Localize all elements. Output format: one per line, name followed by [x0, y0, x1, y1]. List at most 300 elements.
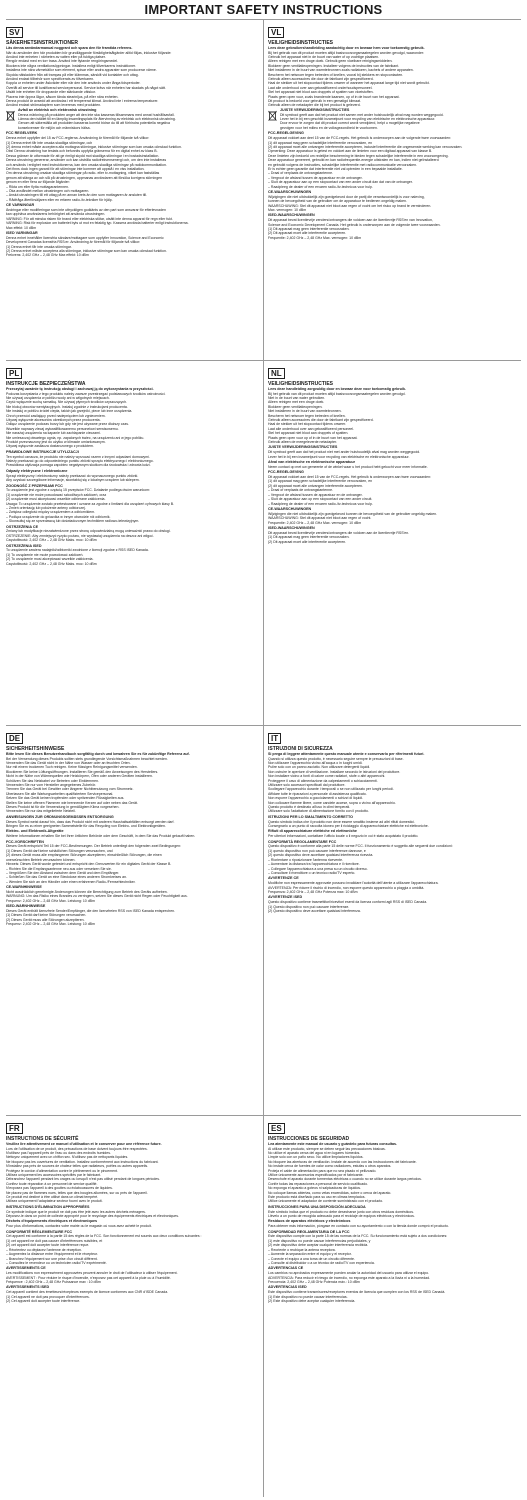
subsection-line: (2) cet appareil doit accepter toute interférence reçue.: [6, 1243, 90, 1248]
instruction-line: Wszelkie naprawy zlecaj wykwalifikowanemu personelowi serwisowemu.: [6, 426, 119, 431]
instruction-line: Verwenden Sie das Gerät nicht in der Nähe von Wasser oder an feuchten Orten.: [6, 761, 131, 765]
subsection-line: Należy przekazać go do odpowiedniego punktu zbiórki sprzętu elektrycznego i elektronicznego.: [6, 459, 154, 464]
subsection-line: – Sluit de apparatuur aan op een stopcontact van een ander circuit dan dat van de ontvanger.: [268, 180, 413, 185]
disposal-line: Lämna den istället till en lämplig insamlingsplats för återvinning av elektrisk och elektronisk utrustning.: [18, 117, 176, 122]
subsection-line: en gebruikt volgens de instructies, schadelijke interferentie met radiocommunicatie veroorzaken.: [268, 162, 418, 167]
subsection-line: (2) Este dispositivo debe aceptar cualquier interferencia.: [268, 1298, 356, 1303]
subsection-title: FCC-VORSCHRIFTEN: [6, 839, 44, 844]
subsection-line: Fréquence : 2,402 GHz – 2,48 GHz Puissance max : 10 dBm: [6, 1279, 101, 1284]
subsection-line: (1) To urządzenie nie może powodować zakłóceń.: [6, 552, 84, 557]
instruction-line: Desenchufe el aparato durante tormentas eléctricas o cuando no se utilice durante largos periodos.: [268, 1177, 422, 1182]
subsection-line: Om denna utrustning orsakar skadliga störningar på radio- eller tv-mottagning, vilket kan fastställas: [6, 171, 160, 176]
instruction-line: Überlassen Sie alle Wartungsarbeiten qualifiziertem Servicepersonal.: [6, 791, 114, 796]
section-sv: [6, 22, 258, 357]
instruction-line: Czyść wyłącznie suchą szmatką. Nie używaj płynnych środków czyszczących.: [6, 400, 127, 405]
subsection-line: (1) Dit apparaat mag geen interferentie veroorzaken.: [268, 535, 350, 540]
subsection-title: ISTRUZIONI PER LO SMALTIMENTO CORRETTO: [268, 814, 354, 819]
instruction-line: Bij het gebruik van dit product moeten altijd basisvoorzorgsmaatregelen worden gevolgd.: [268, 391, 406, 396]
subsection-line: – Aumentare la distanza tra l'apparecchiatura e il ricevitore.: [268, 862, 360, 867]
subsection-line: Max effekt: 10 dBm: [6, 225, 37, 230]
subsection-title: Odpady elektryczne i elektroniczne: [6, 468, 68, 473]
subsection-title: FCC-REGELGEVING: [268, 131, 304, 136]
subsection-line: (1) Dieses Gerät darf keine Störungen verursachen.: [6, 913, 87, 918]
subsection-line: (1) urządzenie nie może powodować szkodliwych zakłóceń, oraz: [6, 492, 107, 497]
subsection-line: – Aumente la separación entre el equipo y el receptor.: [268, 1252, 352, 1257]
language-code-badge: VL: [268, 27, 284, 38]
instruction-line: Installera inte nära värmekällor som element, spisar eller andra apparater som producerar värme.: [6, 68, 157, 73]
disposal-title: JUISTE VERWIJDERINGSINSTRUCTIES: [280, 107, 350, 112]
subsection-line: Weitere Informationen erhalten Sie bei Ihrer örtlichen Behörde oder dem Geschäft, in dem Sie das Produkt gekauft haben.: [6, 834, 196, 839]
subsection-line: ADVERTENCIA: Para reducir el riesgo de incendio, no exponga este aparato a la lluvia ni a la humedad.: [268, 1275, 431, 1280]
subsection-line: Dit symbool geeft aan dat het product niet met ander huishoudelijk afval mag worden weggegooid.: [268, 450, 421, 455]
subsection-line: – Wenden Sie sich an den Händler oder einen erfahrenen Radio-/Fernsehtechniker.: [6, 879, 136, 884]
instruction-line: Verwenden Sie nur das mitgelieferte Netzteil.: [6, 809, 76, 814]
subsection-line: (2) Dieses Gerät muss alle Störungen akzeptieren.: [6, 917, 85, 922]
instruction-line: No instale cerca de fuentes de calor como radiadores, estufas u otros aparatos.: [268, 1164, 392, 1169]
subsection-line: Frecuencia: 2,402 GHz – 2,48 GHz Potencia máx.: 10 dBm: [268, 1279, 360, 1284]
subsection-title: AVVERTENZE CE: [268, 876, 299, 881]
subsection-line: (1) dit apparaat mag geen schadelijke interferentie veroorzaken, en: [268, 140, 373, 145]
instruction-line: Bescherm het netsnoer tegen betreden of knellen.: [268, 413, 346, 418]
section-heading: INSTRUKCJE BEZPIECZEŃSTWA: [6, 381, 86, 387]
subsection-line: – Réorientez ou déplacez l'antenne de réception.: [6, 1247, 82, 1252]
subsection-line: – Draai of verplaats de ontvangstantenne.: [268, 171, 333, 176]
section-heading: VEILIGHEIDSINSTRUCTIES: [268, 40, 334, 46]
subsection-line: VARNING: För att minska risken för brand eller elektriska stötar, utsätt inte denna apparat för regn eller fukt.: [6, 216, 173, 221]
instruction-line: Stellen Sie keine offenen Flammen wie brennende Kerzen auf oder neben das Gerät.: [6, 800, 139, 805]
instruction-line: Utilice únicamente el adaptador de corriente suministrado con el producto.: [268, 1199, 384, 1204]
instruction-line: Débranchez l'appareil pendant les orages ou lorsqu'il n'est pas utilisé pendant de longues périodes.: [6, 1177, 160, 1182]
subsection-title: OSTRZEŻENIA CE: [6, 524, 39, 529]
instruction-line: Plaats geen open vuur op of in de buurt van het apparaat.: [268, 435, 358, 440]
subsection-title: CE-WAARSCHUWINGEN: [268, 506, 312, 511]
subsection-line: – Schließen Sie das Gerät an eine Steckdose eines anderen Stromkreises an.: [6, 875, 128, 880]
language-code-badge: ES: [268, 1123, 285, 1134]
section-es: [268, 1118, 520, 1496]
subsection-title: OSTRZEŻENIA ISED: [6, 543, 42, 548]
instruction-line: Trennen Sie das Gerät bei Gewitter oder längerer Nichtbenutzung vom Stromnetz.: [6, 787, 134, 792]
instruction-line: Nie umieszczaj otwartego ognia, np. zapalonych świec, na urządzeniu ani w jego pobliżu.: [6, 435, 145, 440]
subsection-line: Frequentie: 2,402 GHz – 2,48 GHz Max. vermogen: 10 dBm: [268, 520, 362, 525]
instruction-line: Bij het gebruik van dit product moeten altijd basisvoorzorgsmaatregelen worden gevolgd, waaronder:: [268, 50, 425, 55]
disposal-line: Door ervoor te zorgen dat dit product correct wordt verwijderd, helpt u mogelijke negatieve: [280, 121, 420, 126]
subsection-line: Questo dispositivo è conforme alla parte 15 delle norme FCC. Il funzionamento è soggetto alle seguenti due condizioni:: [268, 844, 453, 849]
subsection-title: ANWEISUNGEN ZUR ORDNUNGSGEMÄSSEN ENTSORGUNG: [6, 814, 114, 819]
subsection-line: WAARSCHUWING: Stel dit apparaat niet bloot aan regen of vocht.: [268, 516, 372, 521]
subsection-line: (2) Questo dispositivo deve accettare qualsiasi interferenza.: [268, 908, 361, 913]
subsection-title: Elektro- und Elektronik-Altgeräte: [6, 829, 64, 834]
subsection-line: – Zwiększ odległość między urządzeniem a odbiornikiem.: [6, 510, 96, 515]
subsection-line: Prawidłowa utylizacja pomaga zapobiec negatywnym skutkom dla środowiska i zdrowia ludzi.: [6, 463, 151, 468]
instruction-line: Blokkeer geen ventilatieopeningen. Installeer volgens de instructies van de fabrikant.: [268, 63, 400, 68]
instruction-line: Koppla ur enheten under åskväder eller när den inte används under långa tidsperioder.: [6, 81, 141, 86]
subsection-line: VARNING: Risk för explosion om batteriet byts ut mot en felaktig typ. Kassera använda batterier enligt instruktionerna.: [6, 221, 189, 226]
subsection-line: Sprzęt elektryczny i elektroniczny należy przekazać do wyznaczonego punktu zbiórki.: [6, 473, 139, 478]
section-subtitle: Si prega di leggere attentamente questo manuale utente e conservarlo per riferimenti futuri.: [268, 752, 425, 756]
instruction-line: Blockera inte några ventilationsöppningar. Installera enligt tillverkarens instruktioner.: [6, 63, 136, 68]
instruction-line: Utilice únicamente accesorios especificados por el fabricante.: [268, 1173, 364, 1178]
section-subtitle: Veuillez lire attentivement ce manuel d'utilisation et le conserver pour une référence future.: [6, 1142, 162, 1146]
column-divider: [263, 19, 264, 1497]
subsection-line: Częstotliwość: 2,402 GHz – 2,48 GHz Maks. moc: 10 dBm: [6, 538, 97, 543]
subsection-line: – Podłącz urządzenie do gniazdka w innym obwodzie niż odbiornik.: [6, 514, 111, 519]
subsection-line: (1) questo dispositivo non può causare interferenze dannose, e: [268, 848, 366, 853]
section-fr: [6, 1118, 258, 1496]
subsection-line: Er is echter geen garantie dat interferentie niet zal optreden in een bepaalde installatie.: [268, 166, 403, 171]
instruction-line: Gebruik alleen de meegeleverde netadapter.: [268, 440, 338, 445]
subsection-title: AVVERTENZE ISED: [268, 895, 303, 900]
section-heading: INSTRUCTIONS DE SÉCURITÉ: [6, 1136, 79, 1142]
instruction-line: N'installez pas près de sources de chaleur telles que radiateurs, poêles ou autres appareils.: [6, 1164, 149, 1169]
section-subtitle: Bitte lesen Sie dieses Benutzerhandbuch sorgfältig durch und bewahren Sie es für zukünftige Referenz auf.: [6, 752, 190, 756]
subsection-line: (2) urządzenie musi akceptować wszelkie odbierane zakłócenia.: [6, 497, 106, 502]
subsection-line: Science and Economic Development Canada. Het gebruik is onderworpen aan de volgende twee voorwaarden.: [268, 222, 441, 227]
subsection-line: To urządzenie jest zgodne z częścią 15 przepisów FCC. Działanie podlega dwóm warunkom:: [6, 488, 150, 493]
subsection-line: – Riorientare o riposizionare l'antenna ricevente.: [268, 857, 343, 862]
subsection-line: Para obtener más información, póngase en contacto con su ayuntamiento o con la tienda donde compró el producto.: [268, 1224, 449, 1229]
instruction-line: Gebruik alleen accessoires die door de fabrikant zijn gespecificeerd.: [268, 418, 374, 423]
subsection-line: – Skonsultuj się ze sprzedawcą lub doświadczonym technikiem radiowo-telewizyjnym.: [6, 519, 140, 524]
subsection-line: Frekvens: 2,402 GHz – 2,48 GHz Max effekt: 10 dBm: [6, 253, 89, 258]
section-subtitle: Lea atentamente este manual de usuario y guárdelo para futuras consultas.: [268, 1142, 398, 1146]
subsection-line: Los cambios no aprobados expresamente pueden anular la autoridad del usuario para utilizar el equipo.: [268, 1271, 430, 1276]
subsection-line: och används i enlighet med instruktionerna, kan den orsaka skadliga störningar på radiokommunikation.: [6, 162, 167, 167]
subsection-title: FCC-REGELGEVING: [268, 470, 304, 475]
subsection-line: Les modifications non expressément approuvées peuvent annuler le droit de l'utilisateur à utiliser l'équipement.: [6, 1271, 178, 1276]
subsection-line: (1) Denna enhet får inte orsaka skadliga störningar, och: [6, 140, 93, 145]
section-heading: SICHERHEITSHINWEISE: [6, 746, 65, 752]
subsection-title: CE-WAARSCHUWINGEN: [268, 189, 312, 194]
subsection-title: JUISTE VERWIJDERINGSINSTRUCTIES: [268, 445, 338, 450]
instruction-line: Laat alle onderhoud over aan gekwalificeerd personeel.: [268, 426, 355, 431]
subsection-line: Este dispositivo contiene transmisores/receptores exentos de licencia que cumplen con los RSS de ISED Canadá.: [268, 1290, 446, 1295]
subsection-title: INSTRUCCIONES PARA UNA DISPOSICIÓN ADECUADA: [268, 1204, 366, 1209]
subsection-line: – Zmień orientację lub położenie anteny odbiorczej.: [6, 505, 86, 510]
instruction-line: Gebruik alleen de netadapter die bij het product is geleverd.: [268, 103, 361, 108]
subsection-line: AVVERTENZA: Per ridurre il rischio di incendio, non esporre questo apparecchio a pioggia o umidità.: [268, 885, 425, 890]
subsection-title: ISED VARNINGAR: [6, 231, 38, 236]
instruction-line: Proteja el cable de alimentación para que no sea pisado ni pellizcado.: [268, 1168, 377, 1173]
subsection-line: (1) Dieses Gerät darf keine schädlichen Störungen verursachen, und: [6, 848, 113, 853]
subsection-line: Consegnarlo a un punto di raccolta idoneo per il riciclaggio di apparecchiature elettriche ed elettroniche.: [268, 824, 429, 829]
instruction-line: Ne placez pas de flammes nues, telles que des bougies allumées, sur ou près de l'appareil.: [6, 1190, 148, 1195]
subsection-line: Neem contact op met uw gemeente of de winkel waar u het product hebt gekocht voor meer informatie.: [268, 464, 428, 469]
subsection-line: (1) Denna enhet får inte orsaka störningar.: [6, 244, 72, 249]
language-code-badge: SV: [6, 27, 23, 38]
subsection-line: To urządzenie zawiera nadajniki/odbiorniki zwolnione z licencji zgodne z RSS ISED Kanada.: [6, 548, 149, 553]
instruction-line: Non installare vicino a fonti di calore come radiatori, stufe o altri apparecchi.: [268, 774, 386, 779]
instruction-line: Podczas korzystania z tego produktu należy zawsze przestrzegać podstawowych środków ostrożności.: [6, 391, 166, 396]
subsection-line: Wijzigingen die niet uitdrukkelijk zijn goedgekeurd kunnen de bevoegdheid van de gebruiker ongeldig maken.: [268, 511, 438, 516]
subsection-line: (2) denna enhet måste acceptera alla mottagna störningar, inklusive störningar som kan orsaka oönskad funktion.: [6, 144, 182, 149]
subsection-title: AVERTISSEMENTS ISED: [6, 1285, 50, 1290]
subsection-line: Uwaga: To urządzenie zostało przetestowane i uznane za zgodne z limitami dla urządzeń cyfrowych klasy B.: [6, 501, 175, 506]
instruction-line: Placera inte öppna lågor, såsom tända stearinljus, på eller nära enheten.: [6, 94, 119, 99]
subsection-line: Max. vermogen: 10 dBm: [268, 207, 307, 212]
disposal-text: [18, 108, 176, 130]
subsection-line: (2) Denna enhet måste acceptera alla störningar, inklusive störningar som kan orsaka oönskad funktion.: [6, 249, 167, 254]
subsection-line: Deze limieten zijn bedoeld om redelijke bescherming te bieden tegen schadelijke interferentie in een woonomgeving.: [268, 153, 449, 158]
subsection-title: Déchets d'équipements électriques et électroniques: [6, 1219, 98, 1224]
disposal-block: [268, 108, 520, 130]
language-code-badge: PL: [6, 368, 22, 379]
subsection-title: INSTRUCTIONS D'ÉLIMINATION APPROPRIÉES: [6, 1204, 90, 1209]
subsection-title: CE-WARNHINWEISE: [6, 885, 42, 890]
instruction-line: Non utilizzare l'apparecchio vicino all'acqua o in luoghi umidi.: [268, 761, 363, 765]
instruction-line: Proteggere il cavo di alimentazione da calpestamenti o schiacciamenti.: [268, 778, 378, 783]
subsection-line: Per ulteriori informazioni, contattare l'ufficio locale o il negozio in cui è stato acquistato il prodotto.: [268, 834, 419, 839]
subsection-line: Frequentie: 2,402 GHz – 2,48 GHz Max. vermogen: 10 dBm: [268, 235, 362, 240]
instruction-line: Verwenden Sie nur vom Hersteller angegebenes Zubehör.: [6, 783, 97, 788]
disposal-title: Avfall av elektrisk och elektronisk utrustning: [18, 107, 97, 112]
subsection-line: Frequenza: 2,402 GHz – 2,48 GHz Potenza max: 10 dBm: [268, 889, 358, 894]
instruction-line: Ne bloquez pas les ouvertures de ventilation. Installez conformément aux instructions du fabricant.: [6, 1159, 159, 1164]
page-title: IMPORTANT SAFETY INSTRUCTIONS: [144, 2, 383, 17]
instruction-line: Utilizzare solo l'adattatore di alimentazione fornito con il prodotto.: [268, 809, 369, 814]
instruction-line: Confiez toute réparation à un personnel de service qualifié.: [6, 1181, 98, 1186]
instruction-line: Affidare tutte le riparazioni a personale di assistenza qualificato.: [268, 791, 367, 796]
subsection-line: – Raadpleeg de dealer of een ervaren radio-/tv-technicus voor hulp.: [268, 184, 373, 189]
instruction-line: Lors de l'utilisation de ce produit, des précautions de base doivent toujours être respectées.: [6, 1146, 148, 1151]
subsection-line: Deze apparatuur genereert, gebruikt en kan radiofrequentie-energie uitstralen en kan, indien niet geïnstalleerd: [268, 158, 439, 163]
subsection-line: – Richten Sie die Empfangsantenne neu aus oder versetzen Sie sie.: [6, 866, 112, 871]
subsection-title: CONFORMITÉ RÉGLEMENTAIRE FCC: [6, 1229, 73, 1234]
subsection-line: Dessa gränser är utformade för att ge rimligt skydd mot skadliga störningar i en bostadsinstallation.: [6, 153, 160, 158]
instruction-line: Blockieren Sie keine Lüftungsöffnungen. Installieren Sie gemäß den Anweisungen des Herstellers.: [6, 769, 159, 774]
subsection-title: Residuos de aparatos eléctricos y electrónicos: [268, 1219, 351, 1224]
instruction-line: Nicht in der Nähe von Wärmequellen wie Heizkörpern, Öfen oder anderen Geräten installieren.: [6, 774, 153, 779]
subsection-line: – Collegare l'apparecchiatura a una presa su un circuito diverso.: [268, 866, 368, 871]
subsection-line: Déposez-le dans un point de collecte approprié pour le recyclage des équipements électriques et électroniques.: [6, 1214, 179, 1219]
instruction-line: Niet installeren in de buurt van warmtebronnen.: [268, 409, 342, 414]
section-subtitle: Przeczytaj uważnie tę instrukcję obsługi i zachowaj ją do wykorzystania w przyszłości.: [6, 387, 154, 391]
section-nl: [268, 363, 520, 722]
subsection-line: genom att stänga av och slå på utrustningen, uppmanas användaren att försöka korrigera störningen: [6, 175, 163, 180]
instruction-line: Schützen Sie das Netzkabel vor Betreten oder Einklemmen.: [6, 778, 99, 783]
subsection-line: (1) Questo dispositivo non può causare interferenze.: [268, 904, 350, 909]
disposal-line: gevolgen voor het milieu en de volksgezondheid te voorkomen.: [280, 125, 378, 130]
subsection-line: Este símbolo indica que el producto no debe desecharse junto con otros residuos domésticos.: [268, 1209, 414, 1214]
instruction-line: Bei der Verwendung dieses Produkts sollten stets grundlegende Vorsichtsmaßnahmen beachtet werden.: [6, 756, 168, 761]
subsection-line: Cet appareil est conforme à la partie 15 des règles de la FCC. Son fonctionnement est soumis aux deux conditions suivantes :: [6, 1234, 202, 1239]
subsection-line: (2) dit apparaat moet alle ontvangen interferentie accepteren, inclusief interferentie die ongewenste werking kan veroorzaken.: [268, 144, 463, 149]
subsection-line: (2) Cet appareil doit accepter toute interférence.: [6, 1298, 81, 1303]
subsection-title: CE VARNINGAR: [6, 203, 35, 208]
instruction-line: Stel het apparaat niet bloot aan druppels of spatten.: [268, 431, 349, 436]
subsection-title: AVERTISSEMENTS CE: [6, 1266, 46, 1271]
section-vl: [268, 22, 520, 357]
section-subtitle: Läs denna användarmanual noggrant och spara den för framtida referens.: [6, 46, 133, 50]
instruction-line: Limpie solo con un paño seco. No utilice limpiadores líquidos.: [268, 1155, 364, 1160]
section-de: [6, 728, 258, 1112]
instruction-line: Gebruik het apparaat niet in de buurt van water of op vochtige plaatsen.: [268, 55, 380, 59]
subsection-line: Llévelo a un punto de recogida adecuado para el reciclaje de equipos eléctricos y electrónicos.: [268, 1214, 415, 1219]
subsection-line: (1) este dispositivo no puede causar interferencias perjudiciales, y: [268, 1238, 371, 1243]
instruction-line: Ce produit est destiné à être utilisé dans un climat tempéré.: [6, 1195, 99, 1200]
subsection-line: Ten symbol oznacza, że produktu nie należy wyrzucać razem z innymi odpadami domowymi.: [6, 454, 150, 459]
section-heading: INSTRUCCIONES DE SEGURIDAD: [268, 1136, 350, 1142]
section-heading: SÄKERHETSINSTRUKTIONER: [6, 40, 78, 46]
subsection-line: – Reoriente o reubique la antena receptora.: [268, 1247, 336, 1252]
subsection-line: Dit apparaat voldoet aan deel 15 van de FCC-regels. Het gebruik is onderworpen aan de volgende twee voorwaarden:: [268, 136, 452, 141]
disposal-line: Genom att säkerställa att produkten kasseras korrekt bidrar du till att förhindra potentiella negativa: [18, 121, 170, 126]
subsection-line: Zmiany lub modyfikacje niezatwierdzone przez stronę odpowiedzialną mogą unieważnić prawo do obsługi.: [6, 529, 171, 534]
disposal-block: [6, 108, 258, 130]
instruction-line: Stel het apparaat niet bloot aan druppels of spatten van vloeistoffen.: [268, 90, 374, 95]
subsection-line: Dit apparaat bevat licentievrije zenders/ontvangers die voldoen aan de licentievrije RSS'en.: [268, 530, 410, 535]
subsection-line: (1) Cet appareil ne doit pas provoquer d'interférences.: [6, 1294, 90, 1299]
instruction-line: No bloquee las aberturas de ventilación. Instale de acuerdo con las instrucciones del fabricante.: [268, 1159, 417, 1164]
subsection-line: Este dispositivo cumple con la parte 15 de las normas de la FCC. Su funcionamiento está sujeto a dos condiciones:: [268, 1234, 448, 1239]
subsection-line: – Branchez l'équipement sur une prise d'un circuit différent.: [6, 1256, 98, 1261]
instruction-line: Utilizzare solo accessori specificati dal produttore.: [268, 783, 346, 788]
instruction-line: Överlåt all service till kvalificerad servicepersonal. Service krävs när enheten har skadats på något sätt.: [6, 85, 166, 90]
subsection-line: Denna enhet uppfyller del 15 av FCC-reglerna. Användning är föremål för följande två villkor:: [6, 136, 150, 141]
instruction-line: Pulire solo con un panno asciutto. Non utilizzare detergenti liquidi.: [268, 765, 371, 770]
subsection-line: Obs! Denna utrustning har testats och befunnits uppfylla gränserna för en digital enhet av klass B.: [6, 149, 158, 154]
subsection-line: (2) dit apparaat moet alle ontvangen interferentie accepteren.: [268, 483, 363, 488]
disposal-line: konsekvenser för miljön och människors hälsa.: [18, 125, 91, 130]
subsection-line: kan upphäva användarens behörighet att använda utrustningen.: [6, 212, 106, 217]
subsection-line: Denna utrustning genererar, använder och kan utstråla radiofrekvensenergi och, om den inte installeras: [6, 158, 167, 163]
crossed-bin-icon: [6, 108, 18, 126]
subsection-title: Rifiuti di apparecchiature elettriche ed elettroniche: [268, 829, 357, 834]
instruction-line: Använd inte enheten i närheten av vatten eller på fuktiga platser.: [6, 55, 106, 59]
instruction-line: Dit product is bedoeld voor gebruik in een gematigd klimaat.: [268, 99, 361, 104]
subsection-line: Częstotliwość: 2,402 GHz – 2,48 GHz Maks. moc: 10 dBm: [6, 561, 97, 566]
instruction-line: Quando si utilizza questo prodotto, è necessario seguire sempre le precauzioni di base.: [268, 756, 404, 761]
subsection-line: (2) este dispositivo debe aceptar cualquier interferencia recibida.: [268, 1243, 369, 1248]
instruction-line: Scollegare l'apparecchio durante i temporali o se non utilizzato per lunghi periodi.: [268, 787, 394, 792]
instruction-line: Dieses Produkt ist für die Verwendung in gemäßigtem Klima vorgesehen.: [6, 805, 120, 810]
subsection-line: kunnen de bevoegdheid van de gebruiker om de apparatuur te bedienen ongeldig maken.: [268, 199, 407, 204]
subsection-title: CONFORMITÀ REGOLAMENTARE FCC: [268, 839, 337, 844]
instruction-line: Nie instaluj w pobliżu źródeł ciepła, takich jak grzejniki, piece lub inne urządzenia.: [6, 409, 133, 414]
instruction-line: Laat alle onderhoud over aan gekwalificeerd onderhoudspersoneel.: [268, 85, 373, 90]
crossed-bin-icon: [268, 108, 280, 126]
instruction-line: Protégez le cordon d'alimentation contre le piétinement ou le pincement.: [6, 1168, 118, 1173]
subsection-line: Det finns dock ingen garanti för att störningar inte kommer att uppstå i en viss installation.: [6, 166, 145, 171]
instruction-line: Alleen reinigen met een droge doek. Gebruik geen vloeibare reinigingsmiddelen.: [268, 59, 393, 64]
subsection-title: CONFORMIDAD REGLAMENTARIA DE LA FCC: [268, 1229, 350, 1234]
subsection-line: (1) cet appareil ne doit pas causer d'interférences nuisibles, et: [6, 1238, 103, 1243]
subsection-line: Ce symbole indique que le produit ne doit pas être jeté avec les autres déchets ménagers.: [6, 1209, 146, 1214]
instruction-line: Plaats geen open vuur, zoals brandende kaarsen, op of in de buurt van het apparaat.: [268, 94, 400, 99]
subsection-title: ADVERTENCIAS CE: [268, 1266, 304, 1271]
section-subtitle: Lees deze handleiding zorgvuldig door en bewaar deze voor toekomstig gebruik.: [268, 387, 406, 391]
subsection-line: Ändringar eller modifieringar som inte uttryckligen godkänts av den part som ansvarar för efterlevnaden: [6, 207, 166, 212]
subsection-line: Hinweis: Dieses Gerät wurde getestet und entspricht den Grenzwerten für ein digitales Gerät der Klasse B.: [6, 862, 172, 867]
disposal-line: Lever het in bij een geschikt inzamelpunt voor recycling van elektrische en elektronische apparatuur.: [280, 117, 436, 122]
instruction-line: Nie blokuj otworów wentylacyjnych. Instaluj zgodnie z instrukcjami producenta.: [6, 404, 128, 409]
section-it: [268, 728, 520, 1112]
instruction-line: Confíe todas las reparaciones a personal de servicio cualificado.: [268, 1181, 369, 1186]
subsection-line: OSTRZEŻENIE: Aby zmniejszyć ryzyko pożaru, nie wystawiaj urządzenia na deszcz ani wilgoć.: [6, 533, 154, 538]
subsection-line: – Rikta om eller flytta mottagarantennen.: [6, 184, 70, 189]
subsection-line: (2) dieses Gerät muss alle empfangenen Störungen akzeptieren, einschließlich Störungen, die einen: [6, 853, 162, 858]
section-heading: ISTRUZIONI DI SICUREZZA: [268, 746, 333, 752]
subsection-line: (1) dit apparaat mag geen schadelijke interferentie veroorzaken, en: [268, 479, 373, 484]
section-heading: VEILIGHEIDSINSTRUCTIES: [268, 381, 334, 387]
subsection-line: – Consultare il rivenditore o un tecnico radio/TV esperto.: [268, 870, 356, 875]
instruction-line: Blokkeer geen ventilatieopeningen.: [268, 404, 323, 409]
subsection-line: Aby uzyskać szczegółowe informacje, skontaktuj się z lokalnym urzędem lub sklepem.: [6, 478, 140, 483]
instruction-line: Använd endast strömadaptern som levereras med produkten.: [6, 103, 102, 108]
instruction-line: Gebruik alleen accessoires die door de fabrikant zijn gespecificeerd.: [268, 77, 374, 82]
language-code-badge: IT: [268, 733, 281, 744]
language-code-badge: DE: [6, 733, 23, 744]
subsection-line: Modifiche non espressamente approvate possono invalidare l'autorità dell'utente a utilizzare l'apparecchiatura.: [268, 881, 439, 886]
instruction-line: Haal de stekker uit het stopcontact tijdens onweer of wanneer het apparaat lange tijd niet wordt gebruikt.: [268, 81, 430, 86]
disposal-text: [280, 108, 444, 130]
subsection-line: – Consulte al distribuidor o a un técnico de radio/TV con experiencia.: [268, 1260, 375, 1265]
instruction-line: Rengör endast med en torr trasa. Använd inte flytande rengöringsmedel.: [6, 59, 119, 64]
subsection-line: – Raadpleeg de dealer of een ervaren radio-/tv-technicus voor hulp.: [268, 501, 373, 506]
subsection-line: – Sluit de apparatuur aan op een stopcontact van een ander circuit.: [268, 497, 373, 502]
subsection-line: Frequenz: 2,402 GHz – 2,48 GHz Max. Leistung: 10 dBm: [6, 922, 95, 927]
instruction-line: Utsätt inte enheten för droppande eller stänkande vätskor.: [6, 90, 96, 95]
instruction-line: Setzen Sie das Gerät keinen tropfenden oder spritzenden Flüssigkeiten aus.: [6, 796, 125, 801]
instruction-line: Nie narażaj urządzenia na kapanie lub zachlapanie cieczami.: [6, 431, 101, 436]
instruction-line: Nur mit einem trockenen Tuch reinigen. Keine flüssigen Reinigungsmittel verwenden.: [6, 765, 138, 770]
subsection-line: Pour plus d'informations, contactez votre mairie ou le magasin où vous avez acheté le produit.: [6, 1224, 152, 1229]
instruction-line: Questo prodotto è destinato all'uso in climi temperati.: [268, 805, 351, 810]
subsection-line: Opmerking: Deze apparatuur is getest en voldoet aan de limieten voor een digitaal apparaat van klasse B.: [268, 149, 433, 154]
subsection-line: unerwünschten Betrieb verursachen können.: [6, 857, 76, 862]
instruction-line: Nie używaj urządzenia w pobliżu wody ani w wilgotnych miejscach.: [6, 396, 110, 400]
instruction-line: N'exposez pas l'appareil à des gouttes ou éclaboussures de liquides.: [6, 1186, 113, 1191]
subsection-line: Lever het in bij een inzamelpunt voor recycling van elektrische en elektronische apparatuur.: [268, 454, 410, 459]
instruction-line: No utilice el aparato cerca del agua ni en lugares húmedos.: [268, 1151, 361, 1155]
subsection-line: Dit apparaat voldoet aan deel 15 van de FCC-regels. Het gebruik is onderworpen aan twee voorwaarden:: [268, 475, 432, 480]
instruction-line: Non collocare fiamme libere, come candele accese, sopra o vicino all'apparecchio.: [268, 800, 396, 805]
instruction-line: När du använder den här produkten bör grundläggande försiktighetsåtgärder alltid följas, inklusive följande:: [6, 50, 172, 55]
language-code-badge: NL: [268, 368, 285, 379]
disposal-line: Dit symbool geeft aan dat het product niet samen met ander huishoudelijk afval mag worden weggegooid.: [280, 112, 444, 117]
instruction-line: Denna produkt är avsedd att användas i ett tempererat klimat. Använd inte i extrema temperaturer.: [6, 99, 159, 104]
subsection-title: ISED-WAARSCHUWINGEN: [268, 213, 315, 218]
subsection-title: ISED-WAARSCHUWINGEN: [268, 525, 315, 530]
disposal-line: Denna märkning på produkten anger att den inte ska kasseras tillsammans med annat hushållsavfall.: [18, 112, 175, 117]
subsection-line: – Draai of verplaats de ontvangstantenne.: [268, 488, 333, 493]
instruction-line: Produkt przeznaczony jest do użytku w klimacie umiarkowanym.: [6, 440, 106, 445]
subsection-line: Frequenz: 2,402 GHz – 2,48 GHz Max. Leistung: 10 dBm: [6, 898, 95, 903]
subsection-line: AVERTISSEMENT : Pour réduire le risque d'incendie, n'exposez pas cet appareil à la pluie ou à l'humidité.: [6, 1275, 171, 1280]
subsection-line: WAARSCHUWING: Stel dit apparaat niet bloot aan regen of vocht om het risico op brand te verminderen.: [268, 203, 432, 208]
subsection-line: Cet appareil contient des émetteurs/récepteurs exempts de licence conformes aux CNR d'ISDE Canada.: [6, 1290, 169, 1295]
subsection-line: – Augmentez la distance entre l'équipement et le récepteur.: [6, 1252, 98, 1257]
subsection-line: Questo simbolo indica che il prodotto non deve essere smaltito insieme ad altri rifiuti domestici.: [268, 819, 415, 824]
instruction-line: Skydda nätsladden från att trampas på eller klämmas, särskilt vid kontakter och uttag.: [6, 72, 139, 77]
subsection-line: – Vergroot de afstand tussen de apparatuur en de ontvanger.: [268, 175, 363, 180]
instruction-line: Utilisez uniquement l'adaptateur secteur fourni avec le produit.: [6, 1199, 103, 1204]
section-subtitle: Lees deze gebruikershandleiding aandachtig door en bewaar hem voor toekomstig gebruik.: [268, 46, 425, 50]
subsection-title: PRAWIDŁOWE INSTRUKCJE UTYLIZACJI: [6, 449, 79, 454]
subsection-title: ZGODNOŚĆ Z PRZEPISAMI FCC: [6, 483, 63, 488]
subsection-line: – Consultez le revendeur ou un technicien radio/TV expérimenté.: [6, 1260, 107, 1265]
language-code-badge: FR: [6, 1123, 23, 1134]
subsection-line: Bringen Sie es zu einer geeigneten Sammelstelle für das Recycling von Elektro- und Elektronikgeräten.: [6, 824, 166, 829]
instruction-line: Chroń przewód zasilający przed nadepnięciem lub zgnieceniem.: [6, 413, 106, 418]
subsection-line: Development Canadas licensfria RSS:er. Användning är föremål för följande två villkor:: [6, 240, 141, 245]
subsection-line: Dit apparaat bevat licentievrije zenders/ontvangers die voldoen aan de licentievrije RSS'en van Innovation,: [268, 218, 433, 223]
subsection-line: (2) questo dispositivo deve accettare qualsiasi interferenza ricevuta.: [268, 853, 374, 858]
subsection-line: Dieses Symbol weist darauf hin, dass das Produkt nicht mit anderen Haushaltsabfällen entsorgt werden darf.: [6, 819, 175, 824]
subsection-line: WARNUNG: Um das Risiko eines Brandes zu verringern, setzen Sie dieses Gerät nicht Regen oder Feuchtigkeit aus.: [6, 894, 188, 899]
instruction-line: N'utilisez pas l'appareil près de l'eau ou dans des endroits humides.: [6, 1151, 111, 1155]
subsection-line: – Conecte el equipo a una toma de un circuito diferente.: [268, 1256, 355, 1261]
instruction-line: Nettoyez uniquement avec un chiffon sec. N'utilisez pas de nettoyants liquides.: [6, 1155, 129, 1160]
